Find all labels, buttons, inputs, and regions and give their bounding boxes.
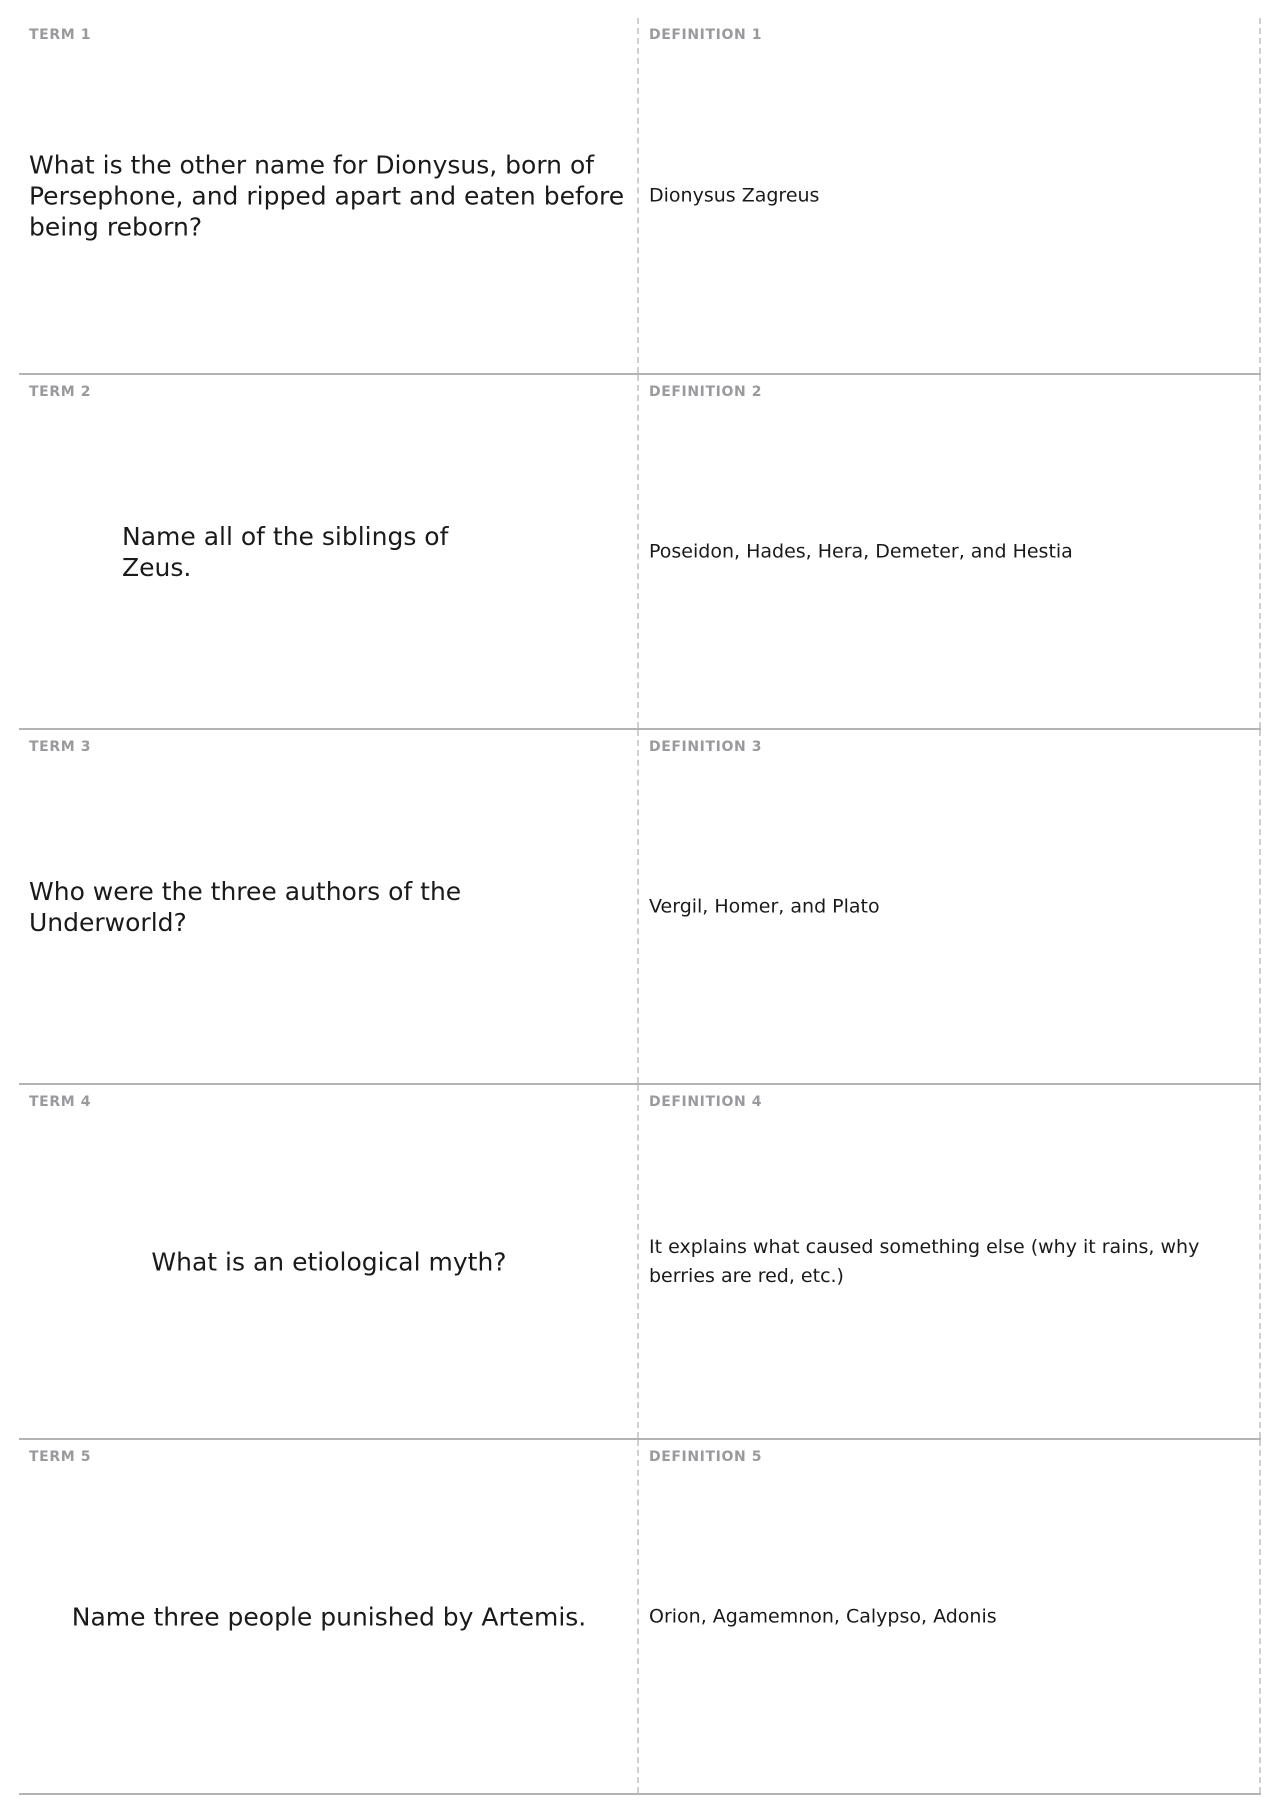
flashcard-sheet xyxy=(19,18,1261,1795)
definition-label: DEFINITION 5 xyxy=(649,1449,763,1465)
term-cell xyxy=(19,375,639,728)
definition-cell xyxy=(639,1440,1261,1793)
term-label: TERM 4 xyxy=(29,1094,92,1110)
term-cell xyxy=(19,18,639,373)
term-text: Name three people punished by Artemis. xyxy=(71,1602,587,1631)
term-cell xyxy=(19,1085,639,1438)
definition-cell xyxy=(639,730,1261,1083)
term-cell xyxy=(19,1440,639,1793)
definition-cell xyxy=(639,18,1261,373)
definition-cell xyxy=(639,375,1261,728)
term-text: What is an etiological myth? xyxy=(151,1247,507,1276)
flashcard-row-4 xyxy=(19,1085,1261,1440)
definition-label: DEFINITION 1 xyxy=(649,27,763,43)
definition-label: DEFINITION 4 xyxy=(649,1094,763,1110)
term-label: TERM 2 xyxy=(29,384,92,400)
term-label: TERM 3 xyxy=(29,739,92,755)
flashcard-row-2 xyxy=(19,375,1261,730)
definition-text: It explains what caused something else (why it rains, why berries are red, etc.) xyxy=(649,1235,1200,1287)
term-label: TERM 5 xyxy=(29,1449,92,1465)
definition-cell xyxy=(639,1085,1261,1438)
flashcard-row-5 xyxy=(19,1440,1261,1795)
term-label: TERM 1 xyxy=(29,27,92,43)
flashcard-row-3 xyxy=(19,730,1261,1085)
definition-text: Orion, Agamemnon, Calypso, Adonis xyxy=(649,1605,997,1627)
definition-label: DEFINITION 3 xyxy=(649,739,763,755)
definition-label: DEFINITION 2 xyxy=(649,384,763,400)
term-text: Name all of the siblings of Zeus. xyxy=(122,521,449,582)
definition-text: Vergil, Homer, and Plato xyxy=(649,895,880,917)
term-text: What is the other name for Dionysus, born of Persephone, and ripped apart and eaten before being reborn? xyxy=(29,150,625,241)
definition-text: Dionysus Zagreus xyxy=(649,184,820,206)
definition-text: Poseidon, Hades, Hera, Demeter, and Hestia xyxy=(649,540,1073,562)
term-text: Who were the three authors of the Underworld? xyxy=(29,876,462,937)
term-cell xyxy=(19,730,639,1083)
flashcard-row-1 xyxy=(19,18,1261,375)
